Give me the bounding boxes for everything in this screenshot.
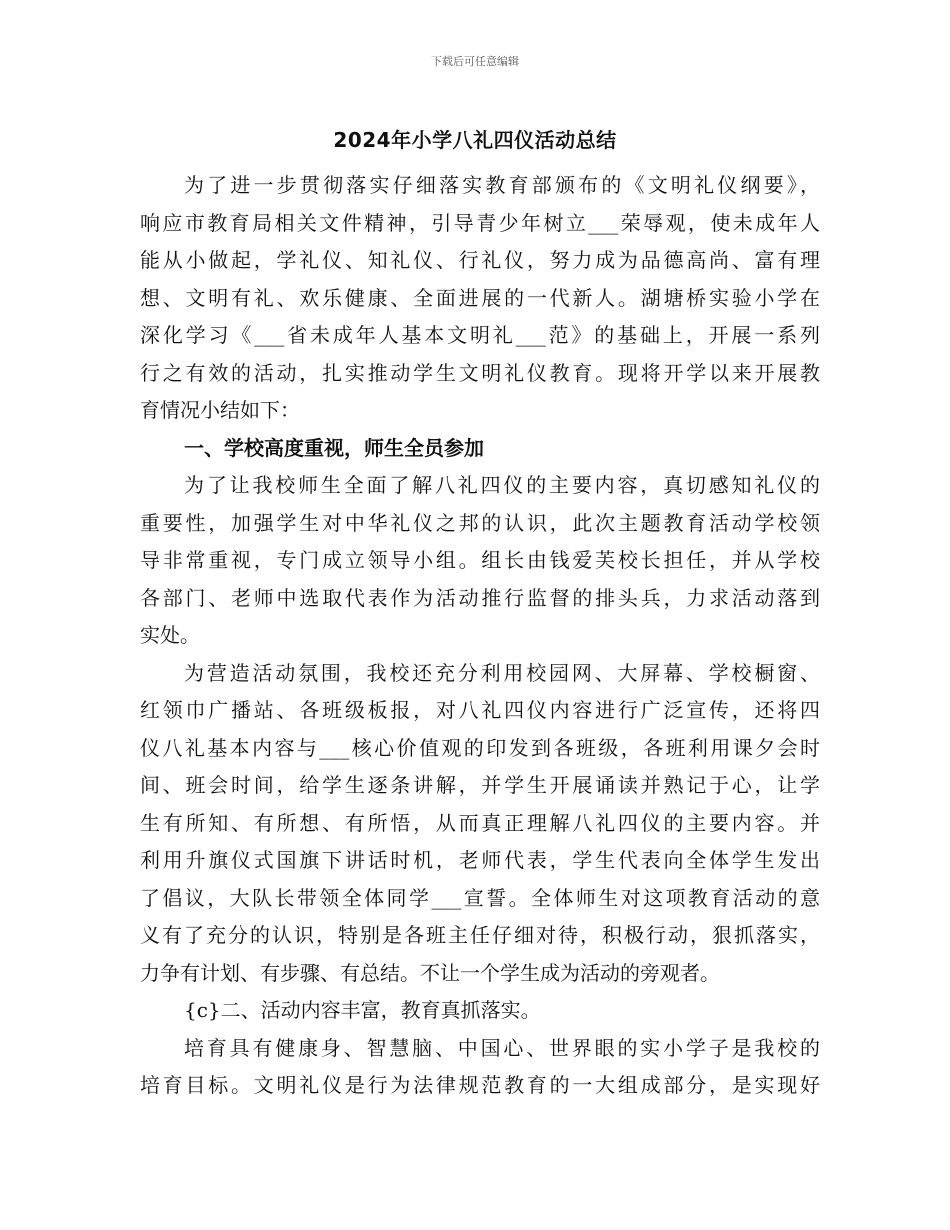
- body-line: 仪八礼基本内容与___核心价值观的印发到各班级，各班利用课夕会时: [140, 735, 820, 760]
- body-line: 生有所知、有所想、有所悟，从而真正理解八礼四仪的主要内容。并: [140, 810, 820, 835]
- body-line: 实处。: [140, 623, 200, 647]
- body-line: 力争有计划、有步骤、有总结。不让一个学生成为活动的旁观者。: [140, 960, 720, 985]
- body-line: 能从小做起，学礼仪、知礼仪、行礼仪，努力成为品德高尚、富有理: [140, 248, 820, 272]
- body-line: 间、班会时间，给学生逐条讲解，并学生开展诵读并熟记于心，让学: [140, 773, 820, 797]
- body-line: 深化学习《___省未成年人基本文明礼___范》的基础上，开展一系列: [140, 323, 820, 347]
- body-line: 了倡议，大队长带领全体同学___宣誓。全体师生对这项教育活动的意: [140, 885, 820, 910]
- body-line: 培育目标。文明礼仪是行为法律规范教育的一大组成部分，是实现好: [140, 1073, 820, 1097]
- body-line: 培育具有健康身、智慧脑、中国心、世界眼的实小学子是我校的: [184, 1035, 820, 1060]
- document-title: 2024年小学八礼四仪活动总结: [333, 128, 617, 152]
- body-line: 为了让我校师生全面了解八礼四仪的主要内容，真切感知礼仪的: [184, 473, 820, 497]
- document-body: [140, 167, 820, 1105]
- body-line: 导非常重视，专门成立领导小组。组长由钱爱芙校长担任，并从学校: [140, 548, 820, 572]
- section-heading: {c}二、活动内容丰富，教育真抓落实。: [184, 998, 541, 1022]
- body-line: 育情况小结如下：: [140, 398, 300, 422]
- body-line: 利用升旗仪式国旗下讲话时机，老师代表，学生代表向全体学生发出: [140, 848, 820, 872]
- body-line: 各部门、老师中选取代表作为活动推行监督的排头兵，力求活动落到: [140, 585, 820, 610]
- header-note: 下载后可任意编辑: [431, 55, 519, 68]
- body-line: 为营造活动氛围，我校还充分利用校园网、大屏幕、学校橱窗、: [184, 660, 820, 685]
- body-line: 为了进一步贯彻落实仔细落实教育部颁布的《文明礼仪纲要》，: [184, 173, 820, 197]
- body-line: 想、文明有礼、欢乐健康、全面进展的一代新人。湖塘桥实验小学在: [140, 285, 820, 310]
- section-heading: 一、学校高度重视，师生全员参加: [184, 435, 484, 460]
- body-line: 重要性，加强学生对中华礼仪之邦的认识，此次主题教育活动学校领: [140, 510, 820, 535]
- body-line: 红领巾广播站、各班级板报，对八礼四仪内容进行广泛宣传，还将四: [140, 698, 820, 722]
- body-line: 响应市教育局相关文件精神，引导青少年树立___荣辱观，使未成年人: [140, 210, 820, 235]
- body-line: 行之有效的活动，扎实推动学生文明礼仪教育。现将开学以来开展教: [140, 360, 820, 385]
- body-line: 义有了充分的认识，特别是各班主任仔细对待，积极行动，狠抓落实，: [140, 923, 820, 947]
